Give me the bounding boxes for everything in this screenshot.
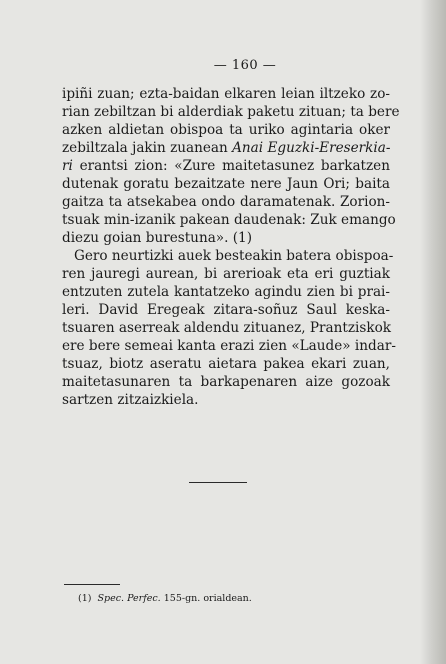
footnote-marker: (1)	[78, 593, 92, 604]
section-separator	[189, 482, 247, 483]
body-text	[62, 85, 400, 409]
footnote-source: Spec. Perfec.	[97, 593, 161, 604]
text-segment: zebiltzala jakin zuanean	[62, 140, 228, 156]
text-line: tsuaren aserreak aldendu zituanez, Prantziskok	[62, 320, 392, 336]
text-line: ipiñi zuan; ezta-baidan elkaren leian iltzeko zo-	[62, 86, 390, 102]
footnote-text: 155-gn. orialdean.	[163, 593, 252, 604]
text-line: sartzen zitzaizkiela.	[62, 392, 199, 408]
text-line: diezu goian burestuna». (1)	[62, 230, 253, 246]
song-title-part-b: ri	[62, 158, 73, 174]
text-line: dutenak goratu bezaitzate nere Jaun Ori; baita	[62, 176, 390, 192]
text-line	[62, 139, 390, 157]
text-line	[62, 157, 390, 175]
text-line: tsuaz, biotz aseratu aietara pakea ekari zuan,	[62, 356, 390, 372]
text-line: azken aldietan obispoa ta uriko agintaria oker	[62, 122, 390, 138]
text-line: rian zebiltzan bi alderdiak paketu zituan; ta bere	[62, 104, 400, 120]
page-number: — 160 —	[213, 58, 277, 73]
text-line: ren jauregi aurean, bi arerioak eta eri guztiak	[62, 266, 390, 282]
text-line: leri. David Eregeak zitara-soñuz Saul keska-	[62, 302, 390, 318]
footnote	[78, 593, 252, 604]
footnote-rule	[64, 584, 120, 585]
song-title-part-a: Anai Eguzki-Ereserkia-	[232, 140, 391, 156]
text-line: tsuak min-izanik pakean daudenak: Zuk emango	[62, 212, 396, 228]
page-gutter-shadow	[420, 0, 446, 664]
text-line: Gero neurtizki auek besteakin batera obispoa-	[74, 248, 394, 264]
text-segment: erantsi zion: «Zure maitetasunez barkatzen	[79, 158, 390, 174]
text-line: ere bere semeai kanta erazi zien «Laude» indar-	[62, 338, 396, 354]
text-line: maitetasunaren ta barkapenaren aize gozoak	[62, 374, 390, 390]
text-line: gaitza ta atsekabea ondo daramatenak. Zorion-	[62, 194, 390, 210]
text-line: entzuten zutela kantatzeko agindu zien bi prai-	[62, 284, 390, 300]
